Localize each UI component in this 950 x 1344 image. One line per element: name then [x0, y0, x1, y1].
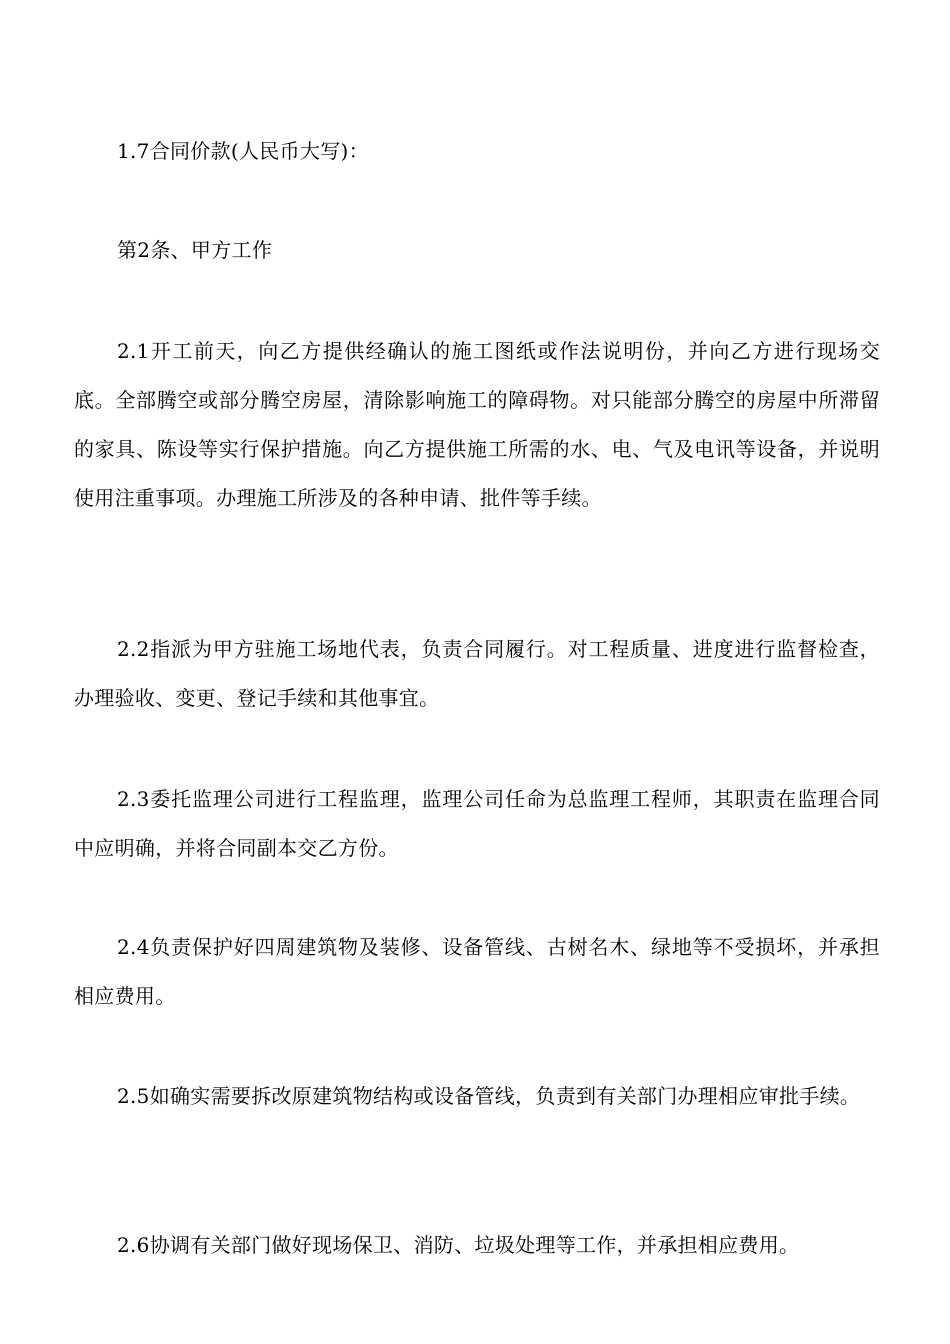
clause-2-1: 2.1开工前天，向乙方提供经确认的施工图纸或作法说明份，并向乙方进行现场交底。全部腾空或部分腾空房屋，清除影响施工的障碍物。对只能部分腾空的房屋中所滞留的家具、陈设等实行保护措施。向乙方提供施工所需的水、电、气及电讯等设备，并说明使用注重事项。办理施工所涉及的各种申请、批件等手续。 — [74, 339, 880, 510]
section-heading-article-2: 第2条、甲方工作 — [117, 238, 273, 262]
clause-2-2: 2.2指派为甲方驻施工场地代表，负责合同履行。对工程质量、进度进行监督检查，办理验收、变更、登记手续和其他事宜。 — [74, 637, 880, 710]
clause-1-7-contract-price: 1.7合同价款(人民币大写)： — [117, 139, 369, 163]
clause-2-3: 2.3委托监理公司进行工程监理，监理公司任命为总监理工程师，其职责在监理合同中应明确，并将合同副本交乙方份。 — [74, 787, 880, 860]
clause-2-6: 2.6协调有关部门做好现场保卫、消防、垃圾处理等工作，并承担相应费用。 — [117, 1233, 800, 1257]
clause-2-4: 2.4负责保护好四周建筑物及装修、设备管线、古树名木、绿地等不受损坏，并承担相应费用。 — [74, 935, 880, 1008]
clause-2-5: 2.5如确实需要拆改原建筑物结构或设备管线，负责到有关部门办理相应审批手续。 — [117, 1084, 861, 1108]
